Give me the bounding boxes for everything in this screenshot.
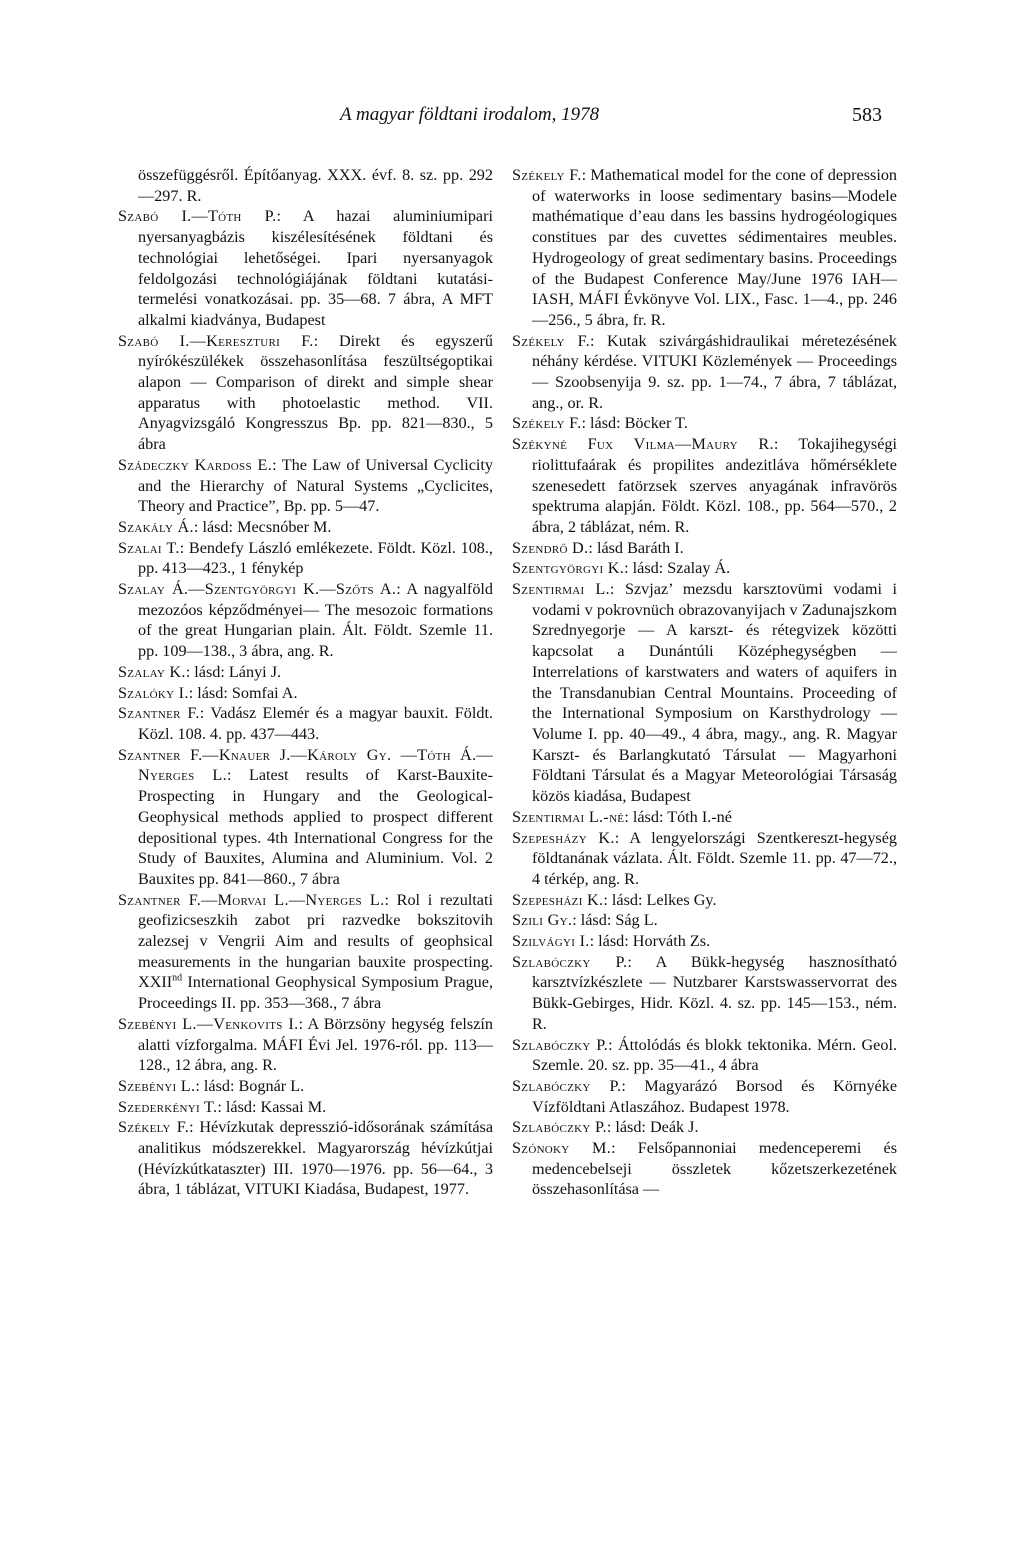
entry-text: : A Bükk-hegység hasznosítható karsztvízkészlete — Nutzbarer Karstswasservorrat des Bükk-Gebirges, Hidr. Közl. 4. sz. pp. 145—153., ném. R.: [532, 952, 898, 1033]
bibliography-entry: [512, 1076, 897, 1117]
entry-text: : lásd: Kassai M.: [217, 1097, 327, 1116]
entry-author: Szentirmai L.: [512, 580, 610, 599]
entry-author: Székely F.: [512, 331, 590, 350]
entry-text: : Szvjaz’ mezsdu karsztovümi vodami i vodami v pokrovnüch obrazovanyijach v Zadunajszkom Szrednyegorje — A karszt- és rétegvizek közötti kapcsolat a Dunántúli Középhegységben — Interrelations of karstwaters and waters of aquifers in the Transdanubian Central Mountains. Proceeding of the International Symposium on Karsthydrology — Volume I. pp. 40—49., 4 ábra, magy., ang. R. Magyar Karszt- és Barlangkutató Társulat — Magyarhoni Földtani Társulat és a Magyar Meteorológiai Társaság közös kiadása, Budapest: [532, 580, 898, 806]
bibliography-entry: [512, 434, 897, 538]
entry-author: Szederkényi T.: [118, 1097, 218, 1116]
bibliography-entry: [118, 890, 493, 1014]
entry-text: : A nagyalföld mezozóos képződményei— The mesozoic formations of the great Hungarian plain. Ált. Földt. Szemle 11. pp. 109—138., 3 ábra, ang. R.: [138, 580, 493, 661]
bibliography-entry: [512, 910, 897, 931]
entry-author: Szantner F.—Knauer J.—Károly Gy. —Tóth Á.—Nyerges L.: [118, 745, 493, 785]
entry-author: Szalay K.: [118, 662, 186, 681]
bibliography-entry: [118, 538, 493, 579]
bibliography-entry: [512, 1138, 897, 1200]
entry-author: Székely F.: [512, 414, 582, 433]
left-column: [118, 165, 493, 1200]
bibliography-entry: [118, 745, 493, 890]
bibliography-entry: [512, 890, 897, 911]
bibliography-entry: [512, 1035, 897, 1076]
bibliography-entry: [118, 683, 493, 704]
entry-text: : Rol i rezultati geofizicseszkih zabot pri razvedke bokszitovih zalezsej v Vengrii Aim and results of geophsical measurements in the hungarian bauxite prospecting. XXII: [138, 890, 493, 992]
entry-author: Szlabóczky P.: [512, 1118, 607, 1137]
entry-text: : lásd: Ság L.: [572, 911, 658, 930]
entry-author: Szakály Á.: [118, 517, 194, 536]
entry-text: : Tokajihegységi riolittufaárak és propilites andezitláva hőmérséklete szenesedett fatörzsek szerves anyagának infravörös spektruma alapján. Földt. Közl. 108., pp. 564—570., 2 ábra, 2 táblázat, ném. R.: [532, 435, 897, 536]
entry-author: Szlabóczky P.: [512, 1035, 609, 1054]
entry-author: Szantner F.—Morvai L.—Nyerges L.: [118, 890, 385, 909]
entry-text: : lásd: Lányi J.: [185, 662, 282, 681]
entry-author: Szentirmai L.-né: [512, 807, 625, 826]
entry-author: Szilvágyi I.: [512, 932, 590, 951]
bibliography-entry: [118, 579, 493, 662]
entry-author: Székyné Fux Vilma—Maury R.: [512, 435, 774, 454]
entry-text: : Hévízkutak depresszió-idősorának számítása analitikus módszerekkel. Magyarország hévízkútjai (Hévízkútkataszter) III. 1970—1976. pp. 56—64., 3 ábra, 1 táblázat, VITUKI Kiadása, Budapest, 1977.: [138, 1118, 493, 1199]
bibliography-entry: [512, 952, 897, 1035]
entry-author: Szili Gy.: [512, 911, 573, 930]
entry-author: Székely F.: [512, 166, 582, 184]
entry-text: : lásd: Somfai A.: [188, 683, 298, 702]
bibliography-entry: [118, 662, 493, 683]
entry-text: : Bendefy László emlékezete. Földt. Közl. 108., pp. 413—423., 1 fénykép: [138, 538, 493, 578]
running-head: [340, 104, 882, 134]
entry-text: International Geophysical Symposium Prague, Proceedings II. pp. 353—368., 7 ábra: [138, 973, 493, 1013]
entry-author: Szepesházy K.: [512, 828, 615, 847]
entry-text: : lásd: Bognár L.: [195, 1076, 305, 1095]
entry-author: Szlabóczky P.: [512, 952, 628, 971]
bibliography-entry: [118, 1117, 493, 1200]
entry-text: : Vadász Elemér és a magyar bauxit. Földt. Közl. 108. 4. pp. 437—443.: [138, 704, 493, 743]
entry-text: : lásd: Lelkes Gy.: [603, 890, 717, 909]
entry-author: Szendrő D.: [512, 538, 589, 557]
entry-author: Szentgyörgyi K.: [512, 559, 625, 578]
entry-text: : The Law of Universal Cyclicity and the Hierarchy of Natural Systems „Cyclicites, Theory and Practice”, Bp. pp. 5—47.: [138, 455, 493, 516]
bibliography-entry: [118, 1076, 493, 1097]
entry-author: Szebényi L.: [118, 1076, 196, 1095]
entry-text: : Latest results of Karst-Bauxite-Prospecting in Hungary and the Geological-Geophysical methods applied to prospect different depositional types. 4th International Congress for the Study of Bauxites, Alumina and Aluminium. Vol. 2 Bauxites pp. 841—860., 7 ábra: [138, 766, 494, 888]
entry-author: Szebényi L.—Venkovits I.: [118, 1014, 299, 1033]
entry-text: : A hazai aluminiumipari nyersanyagbázis kiszélesítésének földtani és technológiai lehetőségei. Ipari nyersanyagok feldolgozási technológiájának földtani kutatási-termelési vonatkozásai. pp. 35—68. 7 ábra, A MFT alkalmi kiadványa, Budapest: [138, 207, 493, 329]
bibliography-entry: [118, 331, 493, 455]
entry-author: Székely F.: [118, 1118, 190, 1137]
entry-text: : Kutak szivárgáshidraulikai méretezésének néhány kérdése. VITUKI Közlemények — Proceedings — Szoobsenyija 9. sz. pp. 1—74., 7 ábra, 7 táblázat, ang., or. R.: [532, 331, 897, 412]
entry-text: : lásd: Mecsnóber M.: [193, 517, 332, 536]
bibliography-entry: [512, 413, 897, 434]
entry-text: : A lengyelországi Szentkereszt-hegység földtanának vázlata. Ált. Földt. Szemle 11. pp. 47—72., 4 térkép, ang. R.: [532, 828, 897, 888]
bibliography-entry: [512, 931, 897, 952]
entry-author: Szabó I.—Tóth P.: [118, 207, 277, 226]
entry-author: Szlabóczky P.: [512, 1076, 622, 1095]
entry-text: : A Börzsöny hegység felszín alatti vízforgalma. MÁFI Évi Jel. 1976-ról. pp. 113—128., 12 ábra, ang. R.: [138, 1014, 493, 1075]
bibliography-entry: [118, 1014, 493, 1076]
entry-author: Szantner F.: [118, 704, 200, 723]
bibliography-entry: [118, 206, 493, 330]
entry-text: : Magyarázó Borsod és Környéke Vízföldtani Atlaszához. Budapest 1978.: [532, 1076, 897, 1116]
bibliography-entry: [512, 538, 897, 559]
entry-text: : Mathematical model for the cone of depression of waterworks in loose sedimentary basins—Modele mathématique d’eau dans les bassins hydrogéologiques constitues par des cuvettes sédimentaires meubles. Hydrogeology of great sedimentary basins. Proceedings of the Budapest Conference May/June 1976 IAH—IASH, MÁFI Évkönyve Vol. LIX., Fasc. 1—4., pp. 246—256., 5 ábra, fr. R.: [532, 166, 898, 329]
entry-author: Szepesházi K.: [512, 890, 604, 909]
page-number: 583: [852, 104, 882, 126]
entry-text: : lásd: Tóth I.-né: [624, 807, 732, 826]
entry-author: Szalai T.: [118, 538, 180, 557]
entry-text: : lásd: Horváth Zs.: [589, 932, 711, 951]
running-title: A magyar földtani irodalom, 1978: [340, 104, 600, 125]
entry-author: Szalóky I.: [118, 683, 189, 702]
entry-text: : Áttolódás és blokk tektonika. Mérn. Geol. Szemle. 20. sz. pp. 35—41., 4 ábra: [532, 1035, 897, 1075]
entry-text: : Felsőpannoniai medenceperemi és medencebelseji összletek kőzetszerkezetének összehasonlítása —: [532, 1139, 897, 1199]
bibliography-entry: [118, 455, 493, 517]
entry-text: : lásd Baráth I.: [588, 538, 684, 557]
bibliography-entry: [512, 807, 897, 828]
entry-author: Szádeczky Kardoss E.: [118, 455, 273, 474]
entry-text: : lásd: Böcker T.: [581, 414, 688, 433]
entry-author: Szónoky M.: [512, 1139, 612, 1158]
bibliography-entry: [512, 579, 897, 807]
bibliography-entry: [512, 828, 897, 890]
bibliography-entry: [512, 1117, 897, 1138]
entry-text: összefüggésről. Építőanyag. XXX. évf. 8. sz. pp. 292—297. R.: [138, 166, 493, 205]
entry-text: : Direkt és egyszerű nyírókészülékek összehasonlítása feszültségoptikai alapon — Comparison of direkt and simple shear apparatus with photoelastic method. VII. Anyagvizsgáló Kongresszus Bp. pp. 821—830., 5 ábra: [138, 331, 493, 454]
bibliography-entry: [118, 1097, 493, 1118]
bibliography-entry: [118, 165, 493, 206]
bibliography-entry: [118, 703, 493, 744]
entry-text: : lásd: Deák J.: [606, 1118, 699, 1137]
right-column: [512, 165, 897, 1200]
entry-author: Szabó I.—Kereszturi F.: [118, 331, 314, 350]
entry-author: Szalay Á.—Szentgyörgyi K.—Szőts A.: [118, 580, 397, 599]
entry-text: : lásd: Szalay Á.: [624, 559, 731, 578]
bibliography-entry: [512, 558, 897, 579]
bibliography-entry: [512, 331, 897, 414]
bibliography-entry: [512, 165, 897, 331]
entry-superscript: nd: [172, 973, 183, 985]
bibliography-entry: [118, 517, 493, 538]
